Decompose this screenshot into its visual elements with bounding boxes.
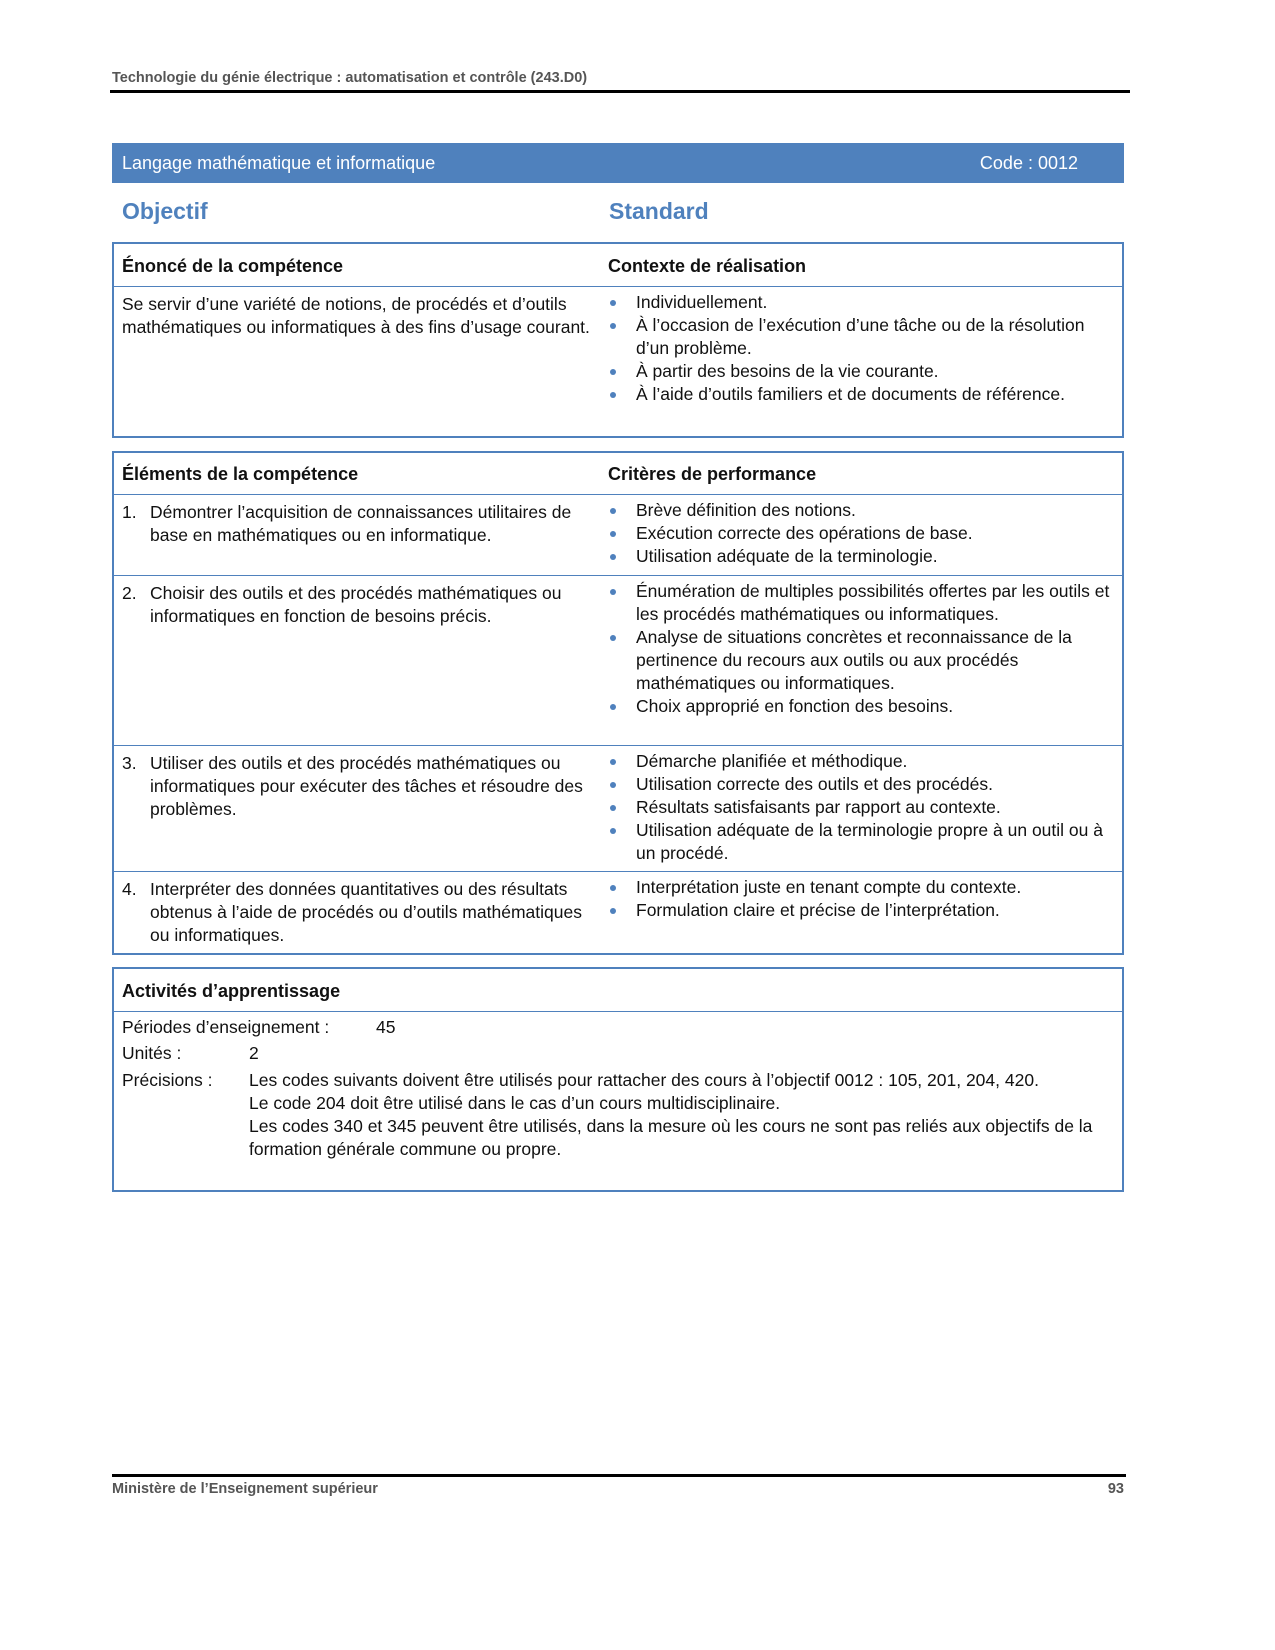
- table-row: [114, 575, 1122, 745]
- course-title-band: [112, 143, 1124, 183]
- header-rule: [110, 90, 1130, 93]
- criteria-list: [608, 499, 1118, 568]
- context-list: [608, 291, 1118, 406]
- list-item: Exécution correcte des opérations de base.: [608, 522, 1118, 545]
- table-row: [114, 871, 1122, 952]
- element-number: 4.: [122, 879, 137, 899]
- list-item: Choix approprié en fonction des besoins.: [608, 695, 1118, 718]
- elements-header: Éléments de la compétence: [122, 464, 359, 484]
- competence-row: [114, 286, 1122, 435]
- list-item: À partir des besoins de la vie courante.: [608, 360, 1118, 383]
- activites-table: [112, 967, 1124, 1192]
- course-code: Code : 0012: [979, 153, 1078, 173]
- element-number: 1.: [122, 502, 137, 522]
- periodes-value: 45: [376, 1017, 396, 1037]
- criteria-list: [608, 876, 1118, 922]
- precision-text: Les codes suivants doivent être utilisés pour rattacher des cours à l’objectif 0012 : 105, 201, 204, 420.: [249, 1070, 1039, 1090]
- element-text: Interpréter des données quantitatives ou des résultats obtenus à l’aide de procédés ou d’outils mathématiques ou informatiques.: [150, 879, 582, 945]
- activites-header: Activités d’apprentissage: [122, 981, 341, 1001]
- list-item: Formulation claire et précise de l’interprétation.: [608, 899, 1118, 922]
- list-item: À l’aide d’outils familiers et de documents de référence.: [608, 383, 1118, 406]
- elements-header-row: [114, 453, 1122, 494]
- table-row: [114, 745, 1122, 871]
- unites-value: 2: [249, 1043, 259, 1063]
- element-number: 2.: [122, 583, 137, 603]
- competence-header-row: [114, 244, 1122, 286]
- criteria-header: Critères de performance: [608, 464, 817, 484]
- footer-rule: [112, 1474, 1126, 1477]
- section-standard: Standard: [609, 198, 709, 224]
- precisions-label: Précisions :: [122, 1070, 213, 1090]
- element-text: Choisir des outils et des procédés mathématiques ou informatiques en fonction de besoins précis.: [150, 583, 562, 626]
- running-header: Technologie du génie électrique : automatisation et contrôle (243.D0): [112, 70, 588, 86]
- elements-table: [112, 451, 1124, 955]
- element-text: Démontrer l’acquisition de connaissances utilitaires de base en mathématiques ou en informatique.: [150, 502, 572, 545]
- criteria-list: [608, 750, 1118, 865]
- precision-text: Les codes 340 et 345 peuvent être utilisés, dans la mesure où les cours ne sont pas reliés aux objectifs de la formation générale commune ou propre.: [249, 1116, 1093, 1159]
- table-row: [114, 494, 1122, 575]
- section-objectif: Objectif: [122, 198, 208, 224]
- statement-header: Énoncé de la compétence: [122, 256, 344, 276]
- list-item: Utilisation adéquate de la terminologie propre à un outil ou à un procédé.: [608, 819, 1118, 865]
- list-item: Utilisation correcte des outils et des procédés.: [608, 773, 1118, 796]
- course-title: Langage mathématique et informatique: [122, 153, 436, 173]
- competence-table: [112, 242, 1124, 438]
- list-item: Brève définition des notions.: [608, 499, 1118, 522]
- activites-header-row: [114, 969, 1122, 1011]
- element-number: 3.: [122, 753, 137, 773]
- page-number: 93: [1107, 1481, 1124, 1497]
- competence-statement: Se servir d’une variété de notions, de procédés et d’outils mathématiques ou informatiques à des fins d’usage courant.: [122, 294, 590, 337]
- element-text: Utiliser des outils et des procédés mathématiques ou informatiques pour exécuter des tâches et résoudre des problèmes.: [150, 753, 583, 819]
- list-item: Résultats satisfaisants par rapport au contexte.: [608, 796, 1118, 819]
- precision-text: Le code 204 doit être utilisé dans le cas d’un cours multidisciplinaire.: [249, 1093, 781, 1113]
- context-header: Contexte de réalisation: [608, 256, 807, 276]
- list-item: Analyse de situations concrètes et reconnaissance de la pertinence du recours aux outils ou aux procédés mathématiques ou informatiques.: [608, 626, 1118, 695]
- criteria-list: [608, 580, 1118, 718]
- list-item: À l’occasion de l’exécution d’une tâche ou de la résolution d’un problème.: [608, 314, 1118, 360]
- activites-body: [114, 1011, 1122, 1190]
- periodes-label: Périodes d’enseignement :: [122, 1017, 330, 1037]
- unites-label: Unités :: [122, 1043, 182, 1063]
- list-item: Interprétation juste en tenant compte du contexte.: [608, 876, 1118, 899]
- list-item: Énumération de multiples possibilités offertes par les outils et les procédés mathématiques ou informatiques.: [608, 580, 1118, 626]
- list-item: Individuellement.: [608, 291, 1118, 314]
- list-item: Utilisation adéquate de la terminologie.: [608, 545, 1118, 568]
- footer-ministry: Ministère de l’Enseignement supérieur: [112, 1481, 378, 1497]
- list-item: Démarche planifiée et méthodique.: [608, 750, 1118, 773]
